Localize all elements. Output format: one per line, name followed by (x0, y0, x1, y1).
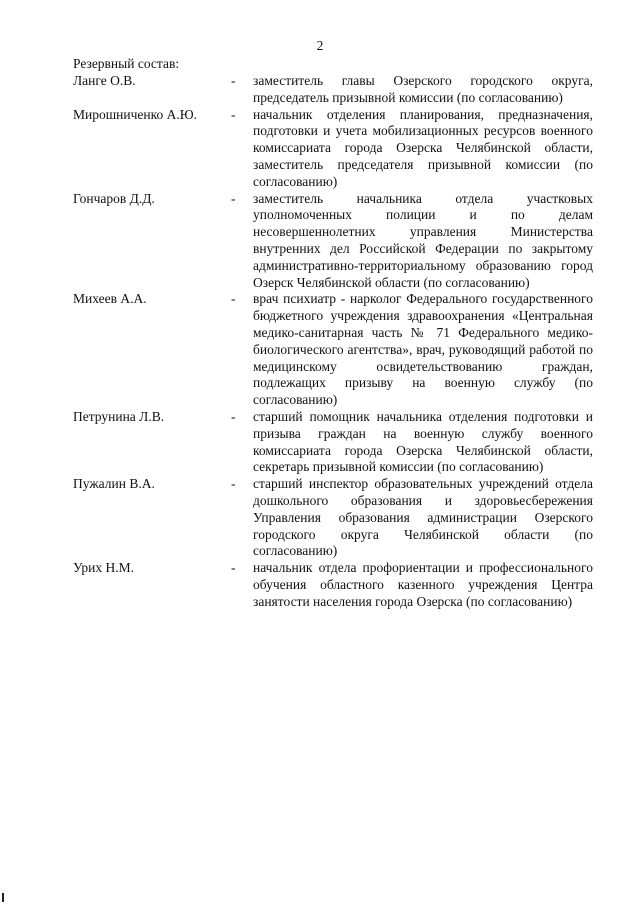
member-name: Урих Н.М. (73, 560, 134, 576)
member-list (73, 73, 593, 611)
member-role: заместитель начальника отдела участковых уполномоченных полиции и по делам несовершеннолетних управления Министерства внутренних дел Российской Федерации по закрытому административно-территориальному образованию город Озерск Челябинской области (по согласованию) (253, 190, 593, 290)
member-role: заместитель главы Озерского городского округа, председатель призывной комиссии (по согласованию) (253, 73, 593, 105)
scan-edge-mark (2, 893, 4, 902)
member-name: Петрунина Л.В. (73, 408, 165, 424)
member-dash: - (231, 190, 236, 206)
member-role: начальник отдела профориентации и профессионального обучения областного казенного учреждения Центра занятости населения города Озерска (по согласованию) (253, 560, 593, 609)
page-number: 2 (316, 38, 324, 53)
member-role: начальник отделения планирования, предназначения, подготовки и учета мобилизационных ресурсов военного комиссариата города Озерска Челябинской области, заместитель председателя призывной комиссии (по согласованию) (253, 106, 593, 189)
member-name: Михеев А.А. (73, 291, 147, 307)
member-role: старший помощник начальника отделения подготовки и призыва граждан на военную службу военного комиссариата города Озерска Челябинской области, секретарь призывной комиссии (по согласованию) (253, 408, 593, 475)
member-entry (73, 107, 593, 191)
member-dash: - (231, 560, 236, 576)
member-name: Мирошниченко А.Ю. (73, 106, 197, 122)
member-dash: - (231, 408, 236, 424)
member-name: Гончаров Д.Д. (73, 190, 155, 206)
member-entry (73, 291, 593, 409)
member-entry (73, 191, 593, 292)
section-title: Резервный состав: (73, 56, 180, 71)
member-dash: - (231, 106, 236, 122)
member-name: Пужалин В.А. (73, 476, 155, 492)
member-role: врач психиатр - нарколог Федерального государственного бюджетного учреждения здравоохранения «Центральная медико-санитарная часть № 71 Федерального медико-биологического агентства», врач, руководящий работой по медицинскому освидетельствованию граждан, подлежащих призыву на военную службу (по согласованию) (253, 291, 593, 408)
member-role: старший инспектор образовательных учреждений отдела дошкольного образования и здоровьесбережения Управления образования администрации Озерского городского округа Челябинской области (по согласованию) (253, 476, 593, 559)
member-dash: - (231, 73, 236, 88)
member-entry (73, 476, 593, 560)
member-dash: - (231, 291, 236, 307)
member-entry (73, 73, 593, 107)
member-entry (73, 409, 593, 476)
member-entry (73, 560, 593, 610)
member-dash: - (231, 476, 236, 492)
member-name: Ланге О.В. (73, 73, 136, 88)
